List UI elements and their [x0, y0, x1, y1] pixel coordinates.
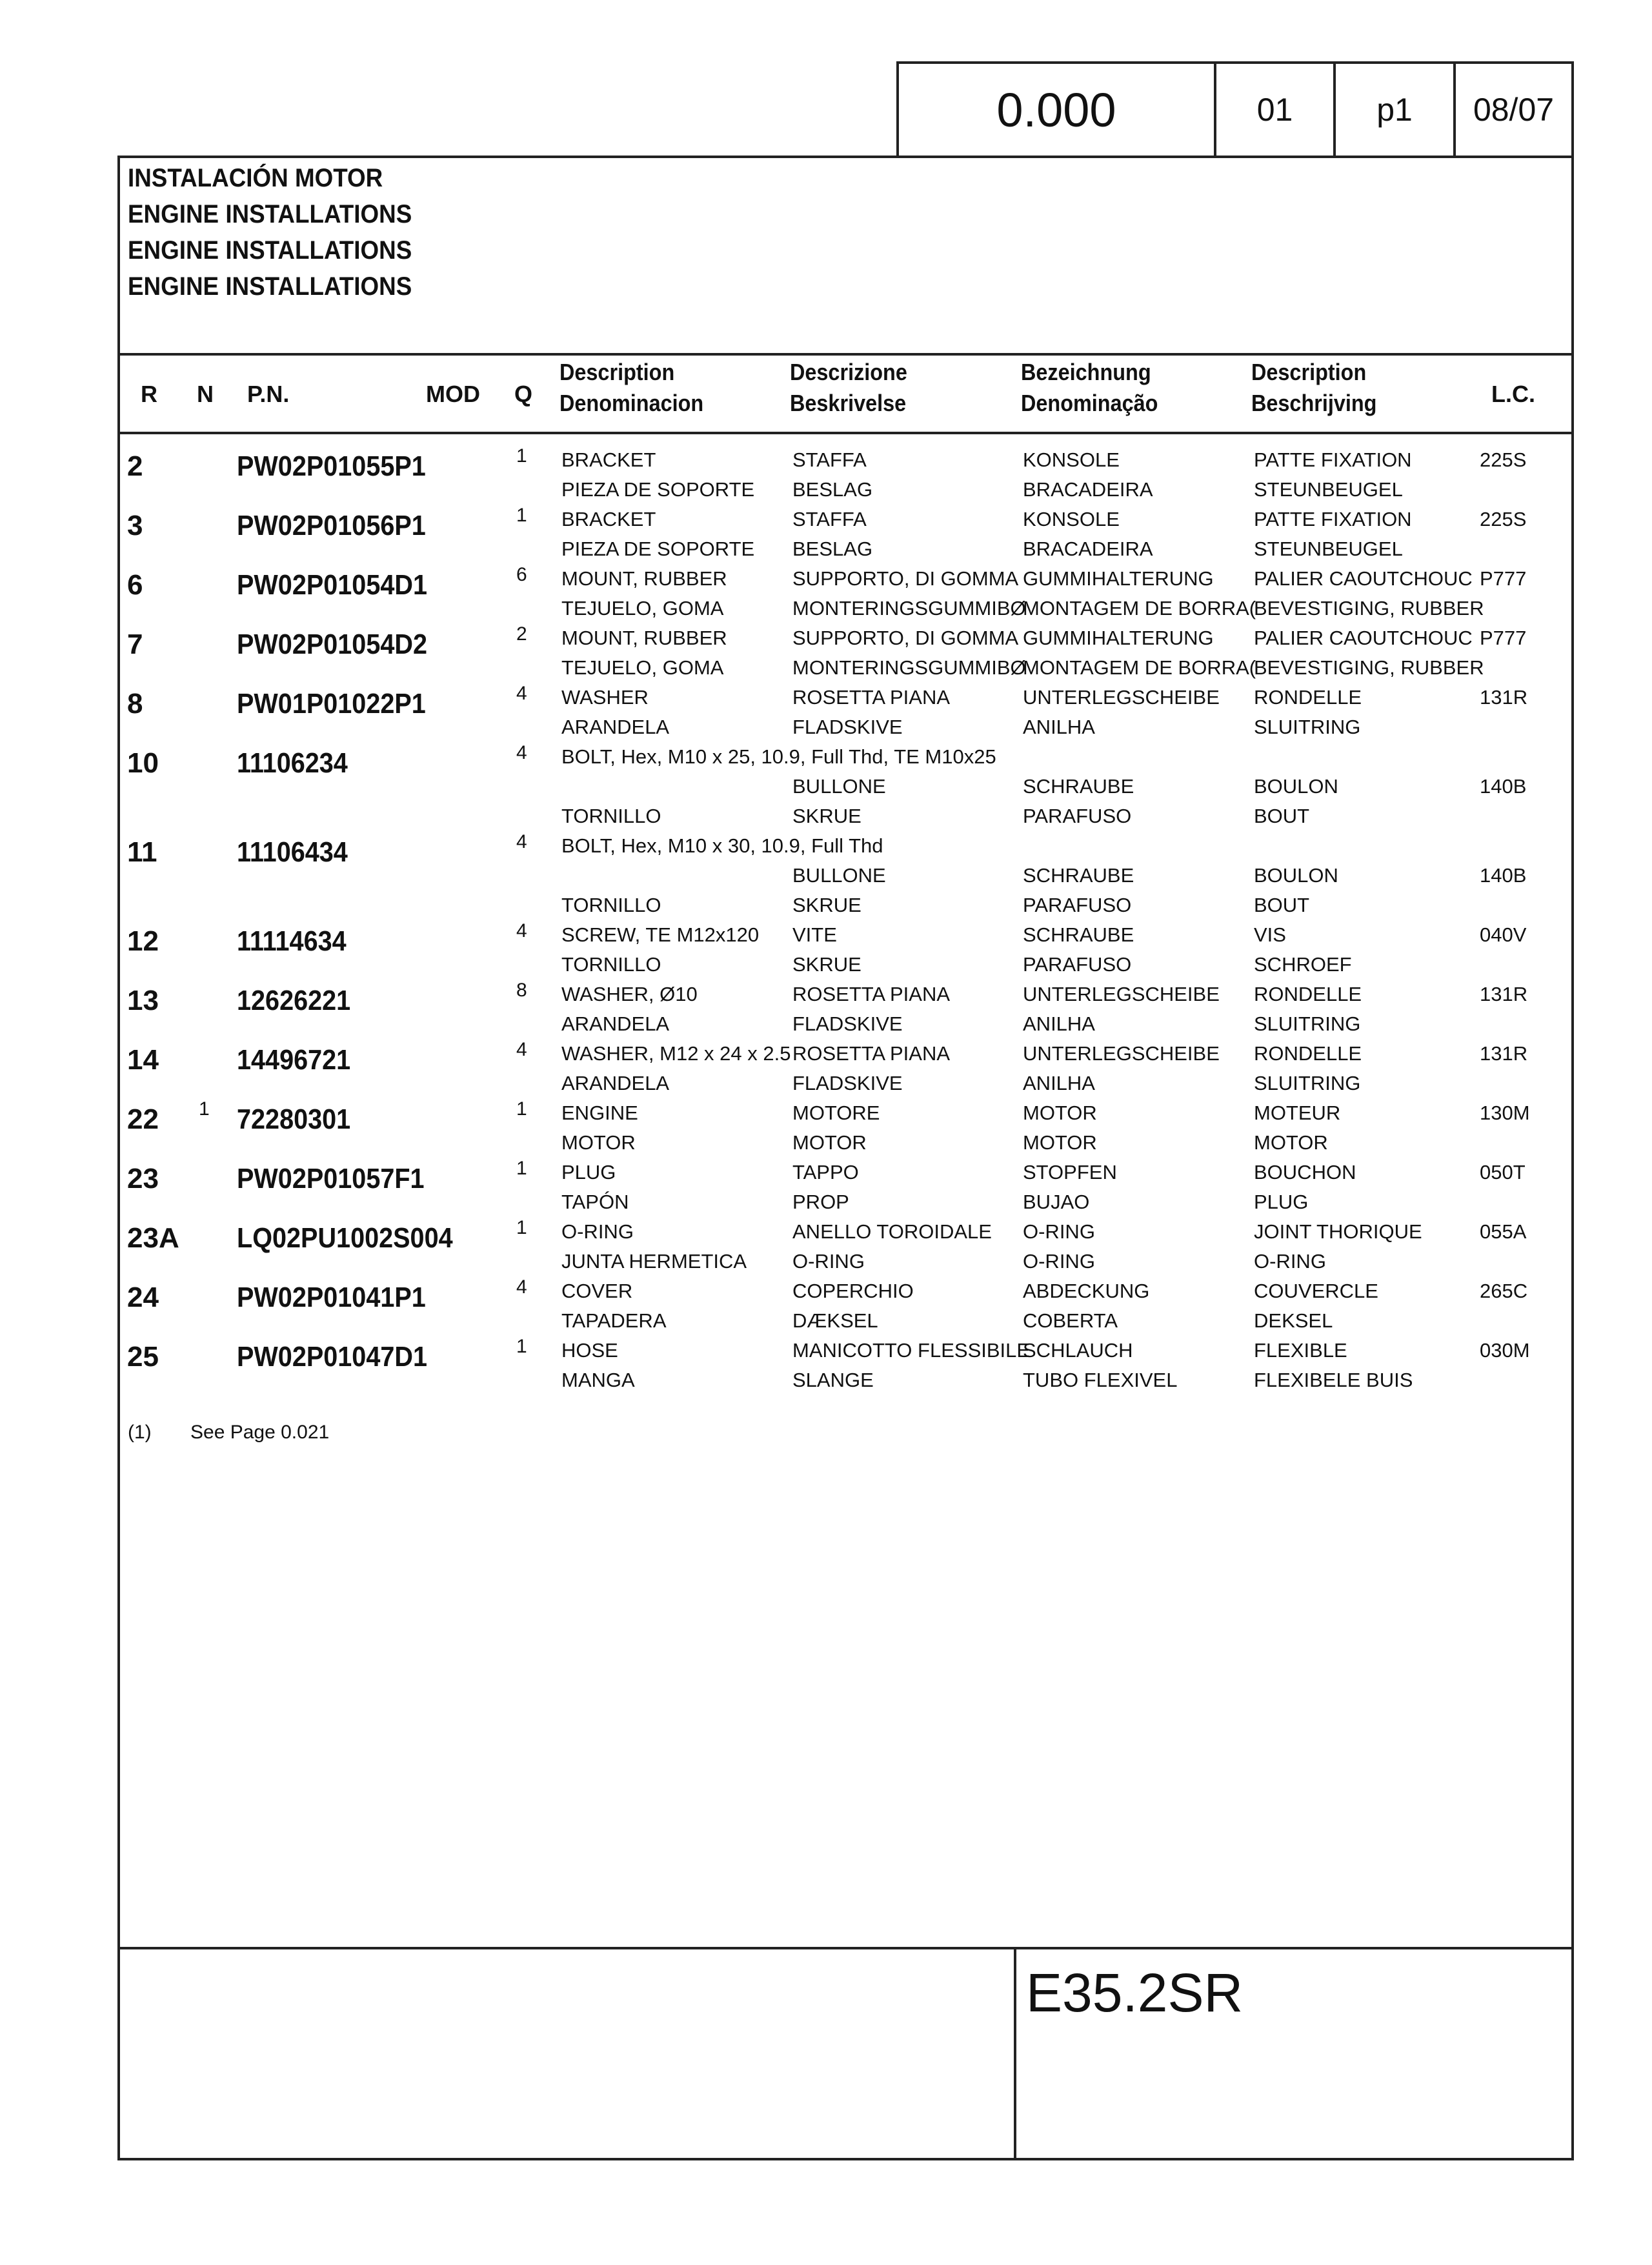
- row-description: BULLONE: [792, 864, 886, 887]
- row-description: MOTORE: [792, 1102, 880, 1124]
- table-row: [119, 445, 1565, 505]
- row-lc: 130M: [1480, 1102, 1530, 1124]
- row-description: BRACADEIRA: [1023, 478, 1153, 501]
- table-row: [119, 683, 1565, 742]
- row-lc: 050T: [1480, 1161, 1526, 1183]
- row-description: BOLT, Hex, M10 x 30, 10.9, Full Thd: [561, 834, 883, 857]
- col-header-q: Q: [514, 381, 533, 407]
- row-lc: 265C: [1480, 1280, 1528, 1302]
- col-header-pn: P.N.: [247, 381, 290, 407]
- col-header-desc2-top: Descrizione: [790, 359, 907, 385]
- row-description: TAPPO: [792, 1161, 859, 1183]
- row-description: GUMMIHALTERUNG: [1023, 627, 1214, 649]
- row-description: KONSOLE: [1023, 508, 1120, 530]
- row-description: STOPFEN: [1023, 1161, 1117, 1183]
- row-part-number: 14496721: [237, 1044, 351, 1076]
- row-part-number: PW02P01057F1: [237, 1163, 425, 1194]
- row-description: ANILHA: [1023, 1072, 1095, 1094]
- table-row: [119, 1336, 1565, 1395]
- row-description: SLUITRING: [1254, 1072, 1361, 1094]
- row-ref: 7: [127, 629, 143, 660]
- table-row: [119, 1276, 1565, 1336]
- row-description: ABDECKUNG: [1023, 1280, 1150, 1302]
- col-header-desc1-bottom: Denominacion: [559, 390, 704, 416]
- row-ref: 23: [127, 1163, 159, 1194]
- row-quantity: 8: [516, 980, 527, 1001]
- row-description: MONTERINGSGUMMIBØ: [792, 656, 1026, 679]
- row-description: BRACADEIRA: [1023, 538, 1153, 560]
- row-ref: 3: [127, 510, 143, 541]
- row-description: VITE: [792, 923, 837, 946]
- row-quantity: 2: [516, 623, 527, 645]
- row-description: BEVESTIGING, RUBBER: [1254, 656, 1484, 679]
- row-description: SCHRAUBE: [1023, 864, 1134, 887]
- row-description: BOULON: [1254, 775, 1338, 798]
- row-description: FLEXIBLE: [1254, 1339, 1347, 1362]
- row-description: BOUT: [1254, 894, 1310, 916]
- row-description: MOTOR: [792, 1131, 867, 1154]
- page-number-cell: [896, 61, 1216, 158]
- row-description: TAPADERA: [561, 1309, 667, 1332]
- row-description: ROSETTA PIANA: [792, 1042, 951, 1065]
- footer-divider: [117, 1947, 1574, 1949]
- row-lc: 055A: [1480, 1220, 1527, 1243]
- row-description: MOTOR: [1023, 1102, 1097, 1124]
- row-description: TUBO FLEXIVEL: [1023, 1369, 1178, 1391]
- row-description: PARAFUSO: [1023, 953, 1132, 976]
- row-lc: P777: [1480, 627, 1527, 649]
- row-description: MOTOR: [1254, 1131, 1328, 1154]
- table-row: [119, 564, 1565, 623]
- row-description: MANICOTTO FLESSIBILE: [792, 1339, 1031, 1362]
- row-part-number: LQ02PU1002S004: [237, 1222, 453, 1254]
- row-description: ANELLO TOROIDALE: [792, 1220, 992, 1243]
- row-description: SLANGE: [792, 1369, 874, 1391]
- row-part-number: PW02P01055P1: [237, 450, 426, 482]
- col-header-desc2-bottom: Beskrivelse: [790, 390, 907, 416]
- row-lc: 225S: [1480, 508, 1527, 530]
- col-header-lc: L.C.: [1491, 381, 1535, 407]
- row-ref: 10: [127, 747, 159, 779]
- row-quantity: 4: [516, 683, 527, 704]
- row-description: SLUITRING: [1254, 716, 1361, 738]
- row-quantity: 4: [516, 831, 527, 852]
- table-row: [119, 1217, 1565, 1276]
- col-header-desc3-top: Bezeichnung: [1021, 359, 1151, 385]
- row-part-number: PW02P01041P1: [237, 1282, 426, 1313]
- footnote-text: See Page 0.021: [190, 1422, 330, 1443]
- row-description: BRACKET: [561, 508, 656, 530]
- row-description: BESLAG: [792, 538, 873, 560]
- title-english-2: ENGINE INSTALLATIONS: [128, 236, 412, 265]
- row-description: SCHRAUBE: [1023, 775, 1134, 798]
- row-quantity: 1: [516, 1158, 527, 1179]
- row-description: BEVESTIGING, RUBBER: [1254, 597, 1484, 619]
- row-description: SCHRAUBE: [1023, 923, 1134, 946]
- table-row: [119, 742, 1565, 831]
- row-description: RONDELLE: [1254, 983, 1362, 1005]
- row-description: PIEZA DE SOPORTE: [561, 538, 755, 560]
- row-note: 1: [199, 1098, 210, 1120]
- row-description: SCHROEF: [1254, 953, 1352, 976]
- col-header-desc4-bottom: Beschrijving: [1251, 390, 1377, 416]
- row-description: WASHER: [561, 686, 649, 709]
- row-ref: 6: [127, 569, 143, 601]
- section-cell: [1214, 61, 1336, 158]
- row-description: DEKSEL: [1254, 1309, 1333, 1332]
- row-part-number: PW02P01056P1: [237, 510, 426, 541]
- row-ref: 24: [127, 1282, 159, 1313]
- row-description: JOINT THORIQUE: [1254, 1220, 1422, 1243]
- row-lc: 030M: [1480, 1339, 1530, 1362]
- title-spanish: INSTALACIÓN MOTOR: [128, 164, 383, 192]
- row-ref: 23A: [127, 1222, 179, 1254]
- row-description: ANILHA: [1023, 716, 1095, 738]
- row-quantity: 1: [516, 1217, 527, 1238]
- table-row: [119, 1158, 1565, 1217]
- row-ref: 13: [127, 985, 159, 1016]
- row-part-number: PW02P01054D2: [237, 629, 427, 660]
- row-description: SLUITRING: [1254, 1012, 1361, 1035]
- row-description: PLUG: [1254, 1191, 1309, 1213]
- row-description: TAPÓN: [561, 1191, 629, 1213]
- row-description: TORNILLO: [561, 894, 661, 916]
- row-description: COUVERCLE: [1254, 1280, 1378, 1302]
- row-description: O-RING: [1023, 1250, 1095, 1273]
- row-description: PATTE FIXATION: [1254, 508, 1412, 530]
- row-description: BOUCHON: [1254, 1161, 1356, 1183]
- row-ref: 8: [127, 688, 143, 720]
- row-part-number: PW02P01054D1: [237, 569, 427, 601]
- row-description: VIS: [1254, 923, 1286, 946]
- title-english-3: ENGINE INSTALLATIONS: [128, 272, 412, 301]
- row-description: O-RING: [792, 1250, 865, 1273]
- row-description: PARAFUSO: [1023, 805, 1132, 827]
- row-quantity: 1: [516, 1098, 527, 1120]
- row-description: WASHER, Ø10: [561, 983, 698, 1005]
- row-description: PLUG: [561, 1161, 616, 1183]
- row-description: MOTEUR: [1254, 1102, 1341, 1124]
- table-row: [119, 980, 1565, 1039]
- date-cell: [1453, 61, 1574, 158]
- col-header-n: N: [197, 381, 214, 407]
- row-description: O-RING: [1023, 1220, 1095, 1243]
- row-description: BRACKET: [561, 448, 656, 471]
- row-quantity: 4: [516, 1039, 527, 1060]
- row-ref: 25: [127, 1341, 159, 1373]
- row-lc: 140B: [1480, 775, 1527, 798]
- row-part-number: 12626221: [237, 985, 351, 1016]
- row-quantity: 1: [516, 445, 527, 467]
- row-description: HOSE: [561, 1339, 618, 1362]
- page-label-cell: [1333, 61, 1456, 158]
- row-description: STAFFA: [792, 508, 867, 530]
- col-header-mod: MOD: [426, 381, 480, 407]
- row-description: DÆKSEL: [792, 1309, 878, 1332]
- row-description: SKRUE: [792, 894, 861, 916]
- row-description: SKRUE: [792, 805, 861, 827]
- section-number: 01: [1256, 92, 1293, 128]
- row-description: SKRUE: [792, 953, 861, 976]
- row-description: BUJAO: [1023, 1191, 1090, 1213]
- table-row: [119, 1039, 1565, 1098]
- row-lc: 225S: [1480, 448, 1527, 471]
- row-description: MONTAGEM DE BORRA(: [1023, 656, 1256, 679]
- row-part-number: 72280301: [237, 1103, 351, 1135]
- row-part-number: PW01P01022P1: [237, 688, 426, 720]
- row-part-number: PW02P01047D1: [237, 1341, 427, 1373]
- row-description: STAFFA: [792, 448, 867, 471]
- row-description: MOTOR: [1023, 1131, 1097, 1154]
- page-label: p1: [1376, 92, 1413, 128]
- footer-vertical-divider: [1014, 1947, 1016, 2160]
- row-ref: 2: [127, 450, 143, 482]
- row-description: MOTOR: [561, 1131, 636, 1154]
- row-description: ARANDELA: [561, 716, 670, 738]
- col-header-desc4-top: Description: [1251, 359, 1367, 385]
- row-description: BOUT: [1254, 805, 1310, 827]
- row-description: STEUNBEUGEL: [1254, 538, 1403, 560]
- row-description: RONDELLE: [1254, 1042, 1362, 1065]
- row-description: O-RING: [1254, 1250, 1326, 1273]
- row-description: COVER: [561, 1280, 633, 1302]
- row-description: TORNILLO: [561, 953, 661, 976]
- date: 08/07: [1473, 92, 1555, 128]
- row-quantity: 4: [516, 1276, 527, 1298]
- row-ref: 22: [127, 1103, 159, 1135]
- row-description: MANGA: [561, 1369, 635, 1391]
- row-description: UNTERLEGSCHEIBE: [1023, 983, 1220, 1005]
- row-description: FLADSKIVE: [792, 716, 903, 738]
- row-description: SCHLAUCH: [1023, 1339, 1133, 1362]
- page-number: 0.000: [996, 83, 1116, 137]
- row-description: FLEXIBELE BUIS: [1254, 1369, 1413, 1391]
- row-description: ANILHA: [1023, 1012, 1095, 1035]
- row-description: MONTERINGSGUMMIBØ: [792, 597, 1026, 619]
- row-description: TEJUELO, GOMA: [561, 597, 724, 619]
- row-description: MOUNT, RUBBER: [561, 567, 727, 590]
- row-description: PALIER CAOUTCHOUC: [1254, 567, 1473, 590]
- row-description: MONTAGEM DE BORRA(: [1023, 597, 1256, 619]
- title-divider: [117, 353, 1574, 356]
- row-description: PIEZA DE SOPORTE: [561, 478, 755, 501]
- row-description: SCREW, TE M12x120: [561, 923, 760, 946]
- header-divider: [117, 432, 1574, 434]
- row-description: UNTERLEGSCHEIBE: [1023, 1042, 1220, 1065]
- row-description: ENGINE: [561, 1102, 638, 1124]
- row-description: PALIER CAOUTCHOUC: [1254, 627, 1473, 649]
- row-description: STEUNBEUGEL: [1254, 478, 1403, 501]
- model-name: E35.2SR: [1026, 1962, 1244, 2023]
- row-ref: 11: [127, 836, 157, 868]
- row-description: BOLT, Hex, M10 x 25, 10.9, Full Thd, TE M10x25: [561, 745, 996, 768]
- row-quantity: 4: [516, 742, 527, 763]
- row-quantity: 1: [516, 1336, 527, 1357]
- col-header-desc1-top: Description: [559, 359, 675, 385]
- row-description: BULLONE: [792, 775, 886, 798]
- row-description: PROP: [792, 1191, 849, 1213]
- row-lc: 140B: [1480, 864, 1527, 887]
- title-english-1: ENGINE INSTALLATIONS: [128, 200, 412, 228]
- col-header-r: R: [141, 381, 157, 407]
- row-description: ARANDELA: [561, 1012, 670, 1035]
- row-lc: 131R: [1480, 686, 1528, 709]
- col-header-desc3-bottom: Denominação: [1021, 390, 1158, 416]
- table-row: [119, 831, 1565, 920]
- row-ref: 14: [127, 1044, 159, 1076]
- row-part-number: 11106434: [237, 836, 348, 868]
- row-description: SUPPORTO, DI GOMMA: [792, 567, 1019, 590]
- row-description: ARANDELA: [561, 1072, 670, 1094]
- row-description: UNTERLEGSCHEIBE: [1023, 686, 1220, 709]
- row-description: PATTE FIXATION: [1254, 448, 1412, 471]
- row-quantity: 1: [516, 505, 527, 526]
- row-description: FLADSKIVE: [792, 1072, 903, 1094]
- row-ref: 12: [127, 925, 159, 957]
- table-row: [119, 505, 1565, 564]
- row-description: JUNTA HERMETICA: [561, 1250, 747, 1273]
- row-description: SUPPORTO, DI GOMMA: [792, 627, 1019, 649]
- row-description: ROSETTA PIANA: [792, 686, 951, 709]
- row-part-number: 11114634: [237, 925, 347, 957]
- table-row: [119, 1098, 1565, 1158]
- row-quantity: 6: [516, 564, 527, 585]
- row-description: BESLAG: [792, 478, 873, 501]
- row-lc: 131R: [1480, 983, 1528, 1005]
- row-description: COPERCHIO: [792, 1280, 914, 1302]
- row-lc: 040V: [1480, 923, 1527, 946]
- table-row: [119, 623, 1565, 683]
- row-part-number: 11106234: [237, 747, 348, 779]
- row-description: COBERTA: [1023, 1309, 1118, 1332]
- row-lc: P777: [1480, 567, 1527, 590]
- row-description: O-RING: [561, 1220, 634, 1243]
- row-quantity: 4: [516, 920, 527, 941]
- row-description: TORNILLO: [561, 805, 661, 827]
- row-description: ROSETTA PIANA: [792, 983, 951, 1005]
- row-description: PARAFUSO: [1023, 894, 1132, 916]
- table-row: [119, 920, 1565, 980]
- row-description: GUMMIHALTERUNG: [1023, 567, 1214, 590]
- footnote-marker: (1): [128, 1422, 152, 1443]
- row-lc: 131R: [1480, 1042, 1528, 1065]
- row-description: KONSOLE: [1023, 448, 1120, 471]
- row-description: FLADSKIVE: [792, 1012, 903, 1035]
- row-description: RONDELLE: [1254, 686, 1362, 709]
- row-description: TEJUELO, GOMA: [561, 656, 724, 679]
- row-description: MOUNT, RUBBER: [561, 627, 727, 649]
- row-description: WASHER, M12 x 24 x 2.5: [561, 1042, 791, 1065]
- row-description: BOULON: [1254, 864, 1338, 887]
